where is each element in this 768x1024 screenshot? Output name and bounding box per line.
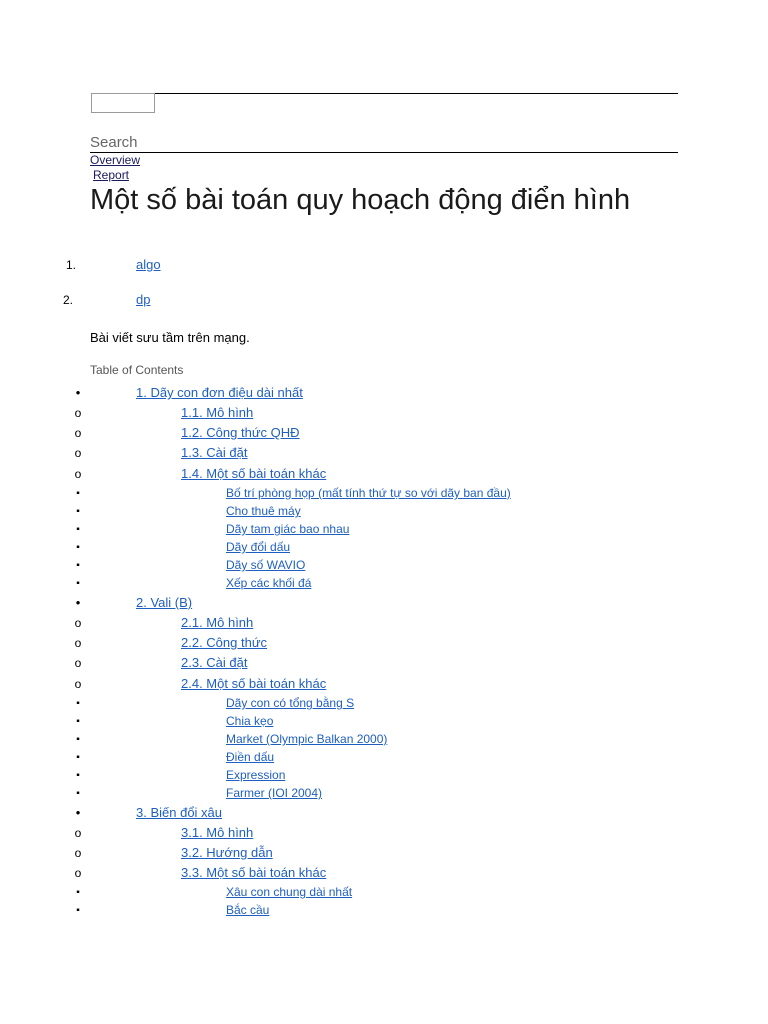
toc-item bbox=[0, 504, 768, 522]
page-title: Một số bài toán quy hoạch động điển hình bbox=[90, 184, 631, 216]
toc-bullet: • bbox=[75, 805, 81, 820]
toc-link[interactable]: Cho thuê máy bbox=[226, 504, 301, 518]
toc-bullet: o bbox=[74, 426, 82, 440]
toc-item bbox=[0, 805, 768, 823]
toc-bullet: ▪ bbox=[76, 770, 80, 781]
toc-bullet: • bbox=[75, 595, 81, 610]
toc-link[interactable]: 3.3. Một số bài toán khác bbox=[181, 865, 327, 880]
toc-link[interactable]: Dãy tam giác bao nhau bbox=[226, 522, 350, 536]
toc-link[interactable]: Xâu con chung dài nhất bbox=[226, 885, 353, 899]
toc-link[interactable]: Chia kẹo bbox=[226, 714, 274, 728]
toc-item bbox=[0, 825, 768, 843]
toc-item bbox=[0, 522, 768, 540]
toc-link[interactable]: 2. Vali (B) bbox=[136, 595, 193, 610]
divider bbox=[90, 152, 678, 153]
toc-item bbox=[0, 732, 768, 750]
toc-link[interactable]: 3.1. Mô hình bbox=[181, 825, 254, 840]
toc-item bbox=[0, 903, 768, 921]
toc-item bbox=[0, 845, 768, 863]
overview-link[interactable]: Overview bbox=[90, 153, 141, 167]
toc-link[interactable]: 3.2. Hướng dẫn bbox=[181, 845, 273, 860]
toc-item bbox=[0, 558, 768, 576]
search-input[interactable] bbox=[91, 93, 155, 113]
toc-link[interactable]: Market (Olympic Balkan 2000) bbox=[226, 732, 388, 746]
toc-bullet: o bbox=[74, 866, 82, 880]
toc-item bbox=[0, 768, 768, 786]
search-label: Search bbox=[90, 134, 138, 151]
toc-bullet: o bbox=[74, 826, 82, 840]
toc-item bbox=[0, 466, 768, 484]
toc-link[interactable]: 1. Dãy con đơn điệu dài nhất bbox=[136, 385, 303, 400]
toc-item bbox=[0, 786, 768, 804]
toc-link[interactable]: 2.2. Công thức bbox=[181, 635, 268, 650]
toc-item bbox=[0, 425, 768, 443]
toc-item bbox=[0, 635, 768, 653]
toc-bullet: o bbox=[74, 677, 82, 691]
intro-text: Bài viết sưu tầm trên mạng. bbox=[90, 330, 250, 345]
tag-link-algo[interactable]: algo bbox=[136, 257, 161, 272]
toc-bullet: ▪ bbox=[76, 578, 80, 589]
divider bbox=[155, 93, 678, 94]
toc-bullet: • bbox=[75, 385, 81, 400]
toc-bullet: ▪ bbox=[76, 542, 80, 553]
toc-bullet: ▪ bbox=[76, 524, 80, 535]
toc-item bbox=[0, 676, 768, 694]
toc-item bbox=[0, 750, 768, 768]
toc-bullet: ▪ bbox=[76, 788, 80, 799]
toc-bullet: o bbox=[74, 846, 82, 860]
toc-bullet: ▪ bbox=[76, 698, 80, 709]
toc-link[interactable]: 1.2. Công thức QHĐ bbox=[181, 425, 300, 440]
toc-item bbox=[0, 655, 768, 673]
toc-item bbox=[0, 865, 768, 883]
toc-bullet: ▪ bbox=[76, 905, 80, 916]
toc-title: Table of Contents bbox=[90, 363, 184, 377]
toc-link[interactable]: 1.3. Cài đặt bbox=[181, 445, 248, 460]
toc-link[interactable]: Bố trí phòng họp (mất tính thứ tự so với dãy ban đầu) bbox=[226, 486, 511, 500]
toc-item bbox=[0, 576, 768, 594]
toc-link[interactable]: Farmer (IOI 2004) bbox=[226, 786, 323, 800]
toc-link[interactable]: Xếp các khối đá bbox=[226, 576, 312, 590]
toc-bullet: o bbox=[74, 467, 82, 481]
toc-bullet: o bbox=[74, 616, 82, 630]
toc-bullet: ▪ bbox=[76, 734, 80, 745]
tag-link-dp[interactable]: dp bbox=[136, 292, 151, 307]
toc-bullet: ▪ bbox=[76, 506, 80, 517]
toc-bullet: ▪ bbox=[76, 716, 80, 727]
toc-item bbox=[0, 385, 768, 403]
toc-link[interactable]: 1.4. Một số bài toán khác bbox=[181, 466, 327, 481]
toc-link[interactable]: 2.4. Một số bài toán khác bbox=[181, 676, 327, 691]
toc-link[interactable]: Bắc cầu bbox=[226, 903, 270, 917]
toc-link[interactable]: 3. Biến đổi xâu bbox=[136, 805, 223, 820]
toc-bullet: o bbox=[74, 636, 82, 650]
toc-link[interactable]: 2.1. Mô hình bbox=[181, 615, 254, 630]
toc-item bbox=[0, 486, 768, 504]
toc-link[interactable]: Dãy đổi dấu bbox=[226, 540, 291, 554]
toc-item bbox=[0, 595, 768, 613]
toc-link[interactable]: Dãy con có tổng bằng S bbox=[226, 696, 355, 710]
toc-link[interactable]: Dãy số WAVIO bbox=[226, 558, 306, 572]
toc-bullet: o bbox=[74, 446, 82, 460]
toc-item bbox=[0, 885, 768, 903]
report-link[interactable]: Report bbox=[93, 168, 130, 182]
toc-bullet: ▪ bbox=[76, 887, 80, 898]
toc-bullet: ▪ bbox=[76, 488, 80, 499]
tag-number: 1. bbox=[66, 258, 77, 272]
toc-link[interactable]: 1.1. Mô hình bbox=[181, 405, 254, 420]
toc-bullet: ▪ bbox=[76, 752, 80, 763]
toc-item bbox=[0, 540, 768, 558]
toc-item bbox=[0, 405, 768, 423]
toc-item bbox=[0, 445, 768, 463]
toc-bullet: o bbox=[74, 656, 82, 670]
toc-link[interactable]: Expression bbox=[226, 768, 286, 782]
toc-link[interactable]: Điền dấu bbox=[226, 750, 275, 764]
toc-item bbox=[0, 696, 768, 714]
toc-bullet: o bbox=[74, 406, 82, 420]
tag-number: 2. bbox=[63, 293, 74, 307]
toc-item bbox=[0, 714, 768, 732]
toc-link[interactable]: 2.3. Cài đặt bbox=[181, 655, 248, 670]
toc-bullet: ▪ bbox=[76, 560, 80, 571]
toc-item bbox=[0, 615, 768, 633]
